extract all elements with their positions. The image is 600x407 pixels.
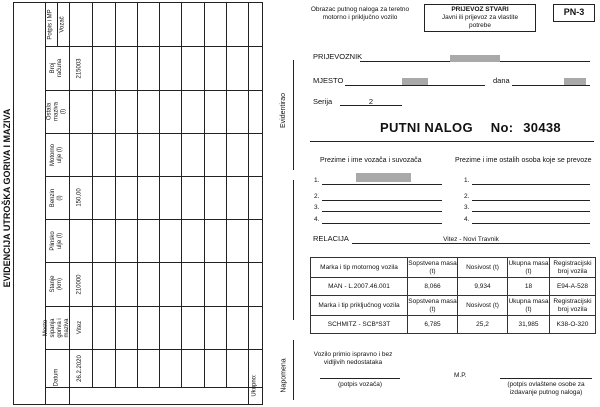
motor-header-sopstvena: Sopstvena masa (t) <box>408 258 458 278</box>
ostali-label: Prezime i ime ostalih osoba koje se prevoze <box>455 157 592 164</box>
evidentirao-label: Evidentirao <box>280 92 288 128</box>
ostali-num-4: 4. <box>464 216 470 223</box>
col-broj-racuna: Broj računa <box>50 58 63 78</box>
vozilo-primio-text: Vozilo primio ispravno i bez vidljivih nedostataka <box>313 351 393 366</box>
ukupno-label: Ukupno: <box>252 373 259 397</box>
col-motorno-ulje: Motorno ulje (l) <box>50 143 63 166</box>
motor-header-nosivost: Nosivost (t) <box>458 258 508 278</box>
prik-header-row <box>311 296 596 316</box>
prik-header-sopstvena: Sopstvena masa (t) <box>408 296 458 316</box>
col-potpis-mp: Potpis i MP <box>47 8 54 40</box>
mjesto-label: MJESTO <box>313 76 344 85</box>
vozac-num-1: 1. <box>314 177 320 184</box>
row1-stanje: 210000 <box>77 273 83 295</box>
relacija-value: Vitez - Novi Travnik <box>443 236 499 243</box>
obrazac-text: Obrazac putnog naloga za teretno motorno i priključno vozilo <box>310 6 410 21</box>
ostali-num-3: 3. <box>464 204 470 211</box>
row1-broj-racuna: 215003 <box>77 57 83 79</box>
motor-marka: MAN - L.2007.46.001 <box>311 278 408 296</box>
motor-registracija: E94-A-528 <box>550 278 596 296</box>
motor-ukupna: 18 <box>508 278 550 296</box>
prik-data-row <box>311 316 596 334</box>
col-mesto: Mesto sipanja goriva i maziva <box>43 317 70 338</box>
napomena-label: Napomena <box>280 357 288 393</box>
prik-registracija: K38-O-320 <box>550 316 596 334</box>
prik-marka: SCHMITZ - SCB*S3T <box>311 316 408 334</box>
vozaci-label: Prezime i ime vozača i suvozača <box>320 157 422 164</box>
fuel-records-title: EVIDENCIJA UTROŠKA GORIVA I MAZIVA <box>2 108 12 288</box>
prik-header-nosivost: Nosivost (t) <box>458 296 508 316</box>
row1-benzin: 150,00 <box>76 188 83 207</box>
col-plinsko-ulje: Plinsko ulje (l) <box>50 230 63 251</box>
putni-nalog-no-label: No: <box>490 120 514 135</box>
motor-header-row <box>311 258 596 278</box>
prik-sopstvena: 6,785 <box>408 316 458 334</box>
mjesto-redacted <box>402 78 428 85</box>
vozac-redacted <box>356 173 411 182</box>
dana-label: dana <box>493 76 510 85</box>
putni-nalog-label: PUTNI NALOG <box>380 120 473 135</box>
serija-value: 2 <box>368 97 374 106</box>
potpis-vozaca-label: (potpis vozača) <box>337 381 383 388</box>
col-vozac: Vozač <box>59 15 66 33</box>
prik-header-marka: Marka i tip priključnog vozila <box>311 296 408 316</box>
potpis-ovlastene-label: (potpis ovlaštene osobe za izdavanje putnog naloga) <box>507 381 585 396</box>
putni-nalog-number: 30438 <box>523 120 561 135</box>
motor-header-registracija: Registracijski broj vozila <box>550 258 596 278</box>
prijevoznik-label: PRIJEVOZNIK <box>313 52 363 61</box>
prijevoz-title: PRIJEVOZ STVARI <box>451 6 509 13</box>
putni-nalog-title <box>380 120 561 135</box>
prijevoz-subtitle: Javni ili prijevoz za vlastite potrebe <box>441 14 519 29</box>
vozac-num-4: 4. <box>314 216 320 223</box>
mp-label: M.P. <box>454 372 467 379</box>
motor-data-row <box>311 278 596 296</box>
motor-header-ukupna: Ukupna masa (t) <box>508 258 550 278</box>
prik-header-registracija: Registracijski broj vozila <box>550 296 596 316</box>
prik-ukupna: 31,985 <box>508 316 550 334</box>
ostali-num-1: 1. <box>464 177 470 184</box>
ostali-num-2: 2. <box>464 193 470 200</box>
prijevoznik-redacted <box>450 55 500 62</box>
vozac-num-2: 2. <box>314 193 320 200</box>
prik-nosivost: 25,2 <box>458 316 508 334</box>
prik-header-ukupna: Ukupna masa (t) <box>508 296 550 316</box>
motor-header-marka: Marka i tip motornog vozila <box>311 258 408 278</box>
relacija-label: RELACIJA <box>313 234 349 243</box>
col-stanje: Stanje (km) <box>50 275 63 293</box>
dana-redacted <box>564 78 586 85</box>
col-benzin: Benzin (l) <box>50 188 63 207</box>
col-datum: Datum <box>53 368 60 386</box>
serija-label: Serija <box>313 97 333 106</box>
motor-sopstvena: 8,066 <box>408 278 458 296</box>
vehicle-table <box>310 257 596 334</box>
row1-datum: 26.2.2020 <box>77 354 84 382</box>
row1-mesto: Vitez <box>76 320 83 335</box>
form-code: PN-3 <box>563 7 585 17</box>
motor-nosivost: 9,934 <box>458 278 508 296</box>
vozac-num-3: 3. <box>314 204 320 211</box>
col-ostala-maziva: Ostala maziva (l) <box>46 102 67 122</box>
